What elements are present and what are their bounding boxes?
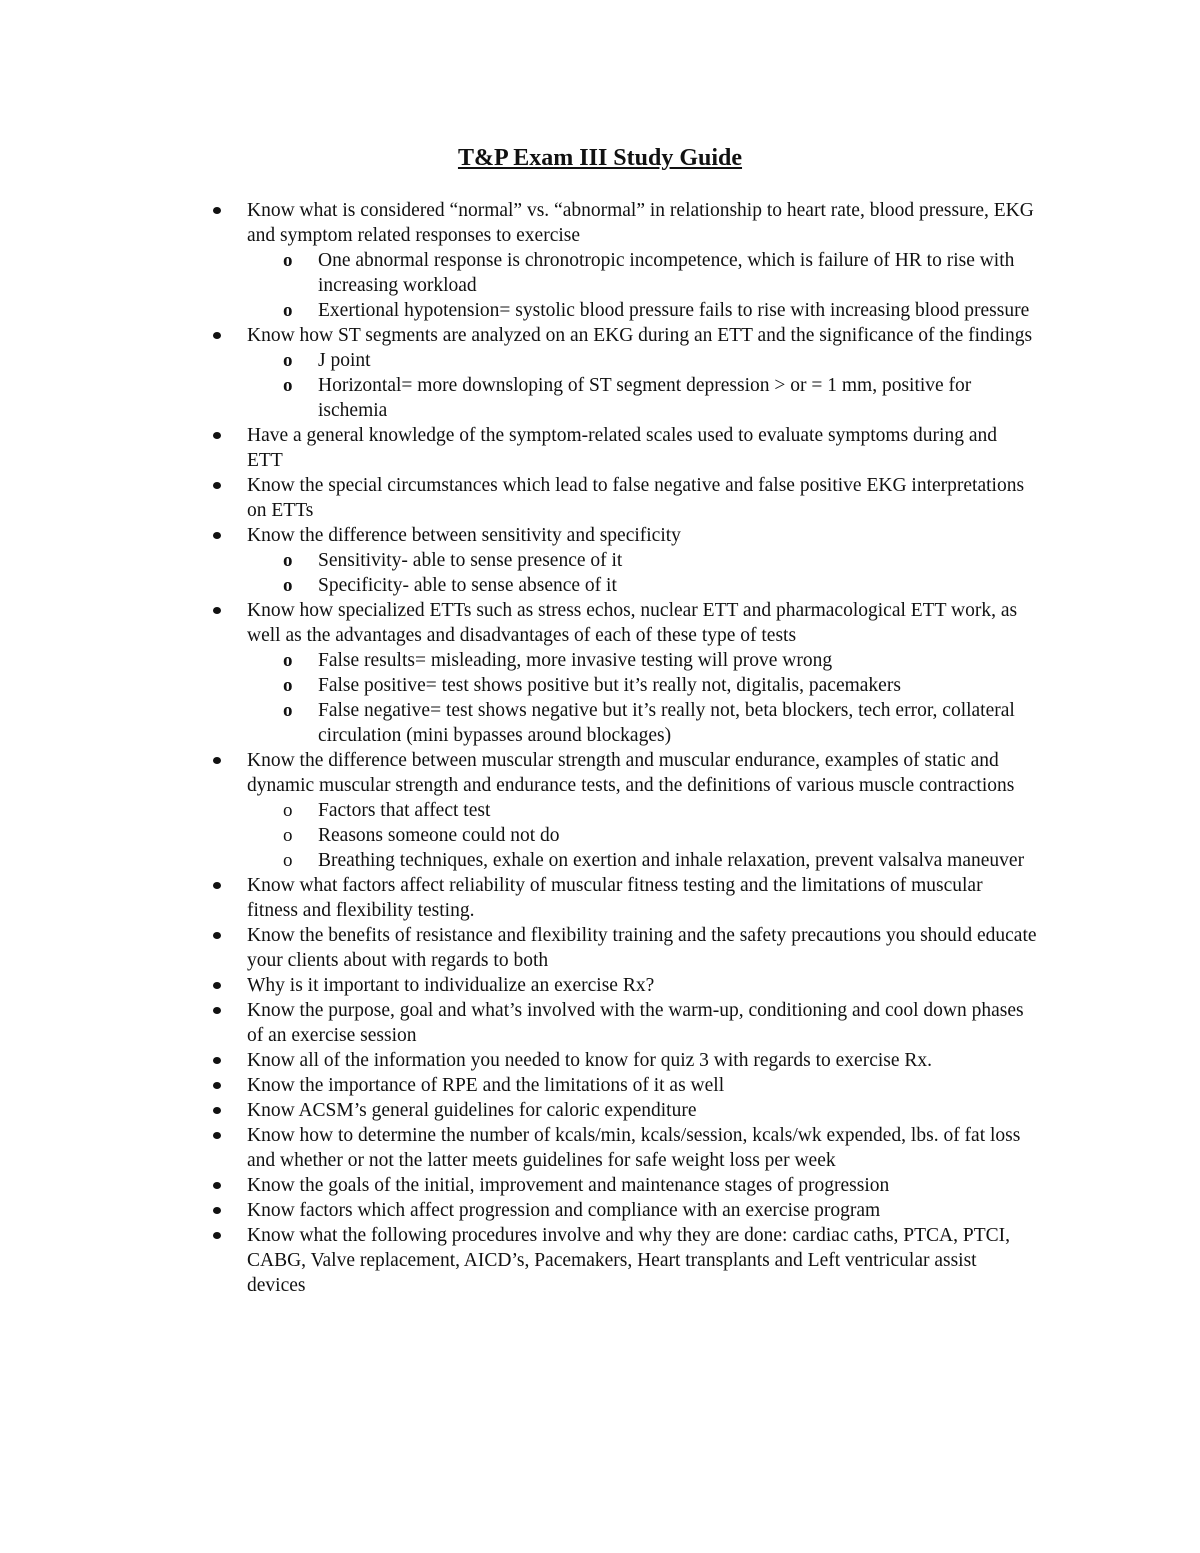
bullet-item — [247, 1198, 1037, 1223]
bullet-text: Know the difference between muscular strength and muscular endurance, examples of static and dynamic muscular strength and endurance tests, and the definitions of various muscle contractions — [247, 750, 1015, 796]
sub-item-text: False positive= test shows positive but it’s really not, digitalis, pacemakers — [318, 675, 901, 696]
bullet-item — [247, 873, 1037, 923]
bullet-item — [247, 973, 1037, 998]
bullet-text: Know factors which affect progression and compliance with an exercise program — [247, 1200, 881, 1221]
sub-item-text: Horizontal= more downsloping of ST segment depression > or = 1 mm, positive for ischemia — [318, 375, 972, 421]
bullet-text: Why is it important to individualize an exercise Rx? — [247, 975, 655, 996]
sub-item — [283, 373, 1037, 423]
study-guide-list — [247, 198, 1037, 1298]
sub-item-text: J point — [318, 350, 371, 371]
sub-list — [247, 548, 1037, 598]
bullet-dot-icon — [213, 1132, 221, 1139]
bullet-dot-icon — [213, 207, 221, 214]
bullet-dot-icon — [213, 1057, 221, 1064]
sub-bullet-marker: o — [283, 350, 293, 371]
sub-item-text: Sensitivity- able to sense presence of it — [318, 550, 623, 571]
bullet-text: Know the importance of RPE and the limitations of it as well — [247, 1075, 725, 1096]
sub-bullet-marker: o — [283, 250, 293, 271]
bullet-item — [247, 1223, 1037, 1298]
sub-list — [247, 248, 1037, 323]
bullet-dot-icon — [213, 1107, 221, 1114]
sub-bullet-marker: o — [283, 850, 293, 871]
sub-item — [283, 298, 1037, 323]
bullet-text: Know what factors affect reliability of muscular fitness testing and the limitations of muscular fitness and flexibility testing. — [247, 875, 983, 921]
sub-list — [247, 648, 1037, 748]
bullet-text: Know the benefits of resistance and flexibility training and the safety precautions you should educate your clients about with regards to both — [247, 925, 1037, 971]
sub-bullet-marker: o — [283, 300, 293, 321]
bullet-text: Know how ST segments are analyzed on an EKG during an ETT and the significance of the findings — [247, 325, 1033, 346]
sub-bullet-marker: o — [283, 675, 293, 696]
bullet-dot-icon — [213, 1007, 221, 1014]
bullet-dot-icon — [213, 882, 221, 889]
bullet-text: Know what is considered “normal” vs. “abnormal” in relationship to heart rate, blood pressure, EKG and symptom related responses to exercise — [247, 200, 1034, 246]
bullet-dot-icon — [213, 1207, 221, 1214]
sub-item-text: Reasons someone could not do — [318, 825, 560, 846]
sub-item-text: One abnormal response is chronotropic incompetence, which is failure of HR to rise with increasing workload — [318, 250, 1015, 296]
bullet-dot-icon — [213, 532, 221, 539]
sub-item-text: False results= misleading, more invasive testing will prove wrong — [318, 650, 833, 671]
bullet-item — [247, 1048, 1037, 1073]
sub-bullet-marker: o — [283, 825, 293, 846]
bullet-text: Know the goals of the initial, improvement and maintenance stages of progression — [247, 1175, 890, 1196]
bullet-item — [247, 598, 1037, 748]
bullet-item — [247, 323, 1037, 423]
bullet-text: Know ACSM’s general guidelines for caloric expenditure — [247, 1100, 697, 1121]
sub-bullet-marker: o — [283, 575, 293, 596]
sub-list — [247, 798, 1037, 873]
bullet-item — [247, 423, 1037, 473]
sub-item — [283, 348, 1037, 373]
sub-bullet-marker: o — [283, 650, 293, 671]
sub-bullet-marker: o — [283, 800, 293, 821]
bullet-text: Know the purpose, goal and what’s involved with the warm-up, conditioning and cool down phases of an exercise session — [247, 1000, 1024, 1046]
sub-item-text: Breathing techniques, exhale on exertion and inhale relaxation, prevent valsalva maneuver — [318, 850, 1025, 871]
bullet-item — [247, 1173, 1037, 1198]
bullet-dot-icon — [213, 1082, 221, 1089]
bullet-text: Know how specialized ETTs such as stress echos, nuclear ETT and pharmacological ETT work, as well as the advantages and disadvantages of each of these type of tests — [247, 600, 1018, 646]
bullet-item — [247, 1123, 1037, 1173]
bullet-text: Know the difference between sensitivity and specificity — [247, 525, 681, 546]
bullet-text: Know the special circumstances which lead to false negative and false positive EKG interpretations on ETTs — [247, 475, 1025, 521]
sub-item — [283, 248, 1037, 298]
sub-item — [283, 823, 1037, 848]
bullet-text: Know what the following procedures involve and why they are done: cardiac caths, PTCA, PTCI, CABG, Valve replacement, AICD’s, Pacemakers, Heart transplants and Left ventricular assist devices — [247, 1225, 1011, 1296]
sub-bullet-marker: o — [283, 375, 293, 396]
document-title: T&P Exam III Study Guide — [457, 145, 743, 171]
bullet-item — [247, 473, 1037, 523]
bullet-dot-icon — [213, 757, 221, 764]
sub-bullet-marker: o — [283, 700, 293, 721]
bullet-dot-icon — [213, 482, 221, 489]
bullet-item — [247, 1098, 1037, 1123]
sub-item — [283, 698, 1037, 748]
sub-item — [283, 648, 1037, 673]
bullet-item — [247, 923, 1037, 973]
bullet-item — [247, 748, 1037, 873]
bullet-dot-icon — [213, 1232, 221, 1239]
bullet-item — [247, 198, 1037, 323]
bullet-text: Know all of the information you needed to know for quiz 3 with regards to exercise Rx. — [247, 1050, 933, 1071]
bullet-item — [247, 998, 1037, 1048]
sub-item-text: Factors that affect test — [318, 800, 491, 821]
bullet-text: Have a general knowledge of the symptom-related scales used to evaluate symptoms during and ETT — [247, 425, 997, 471]
sub-list — [247, 348, 1037, 423]
sub-item-text: Exertional hypotension= systolic blood pressure fails to rise with increasing blood pressure — [318, 300, 1030, 321]
bullet-dot-icon — [213, 982, 221, 989]
bullet-dot-icon — [213, 332, 221, 339]
sub-item-text: Specificity- able to sense absence of it — [318, 575, 617, 596]
sub-bullet-marker: o — [283, 550, 293, 571]
bullet-item — [247, 523, 1037, 598]
sub-item — [283, 848, 1037, 873]
sub-item — [283, 798, 1037, 823]
sub-item — [283, 548, 1037, 573]
bullet-dot-icon — [213, 432, 221, 439]
bullet-item — [247, 1073, 1037, 1098]
bullet-dot-icon — [213, 932, 221, 939]
bullet-dot-icon — [213, 1182, 221, 1189]
sub-item — [283, 673, 1037, 698]
sub-item-text: False negative= test shows negative but it’s really not, beta blockers, tech error, collateral circulation (mini bypasses around blockages) — [318, 700, 1015, 746]
sub-item — [283, 573, 1037, 598]
bullet-dot-icon — [213, 607, 221, 614]
bullet-text: Know how to determine the number of kcals/min, kcals/session, kcals/wk expended, lbs. of fat loss and whether or not the latter meets guidelines for safe weight loss per week — [247, 1125, 1021, 1171]
